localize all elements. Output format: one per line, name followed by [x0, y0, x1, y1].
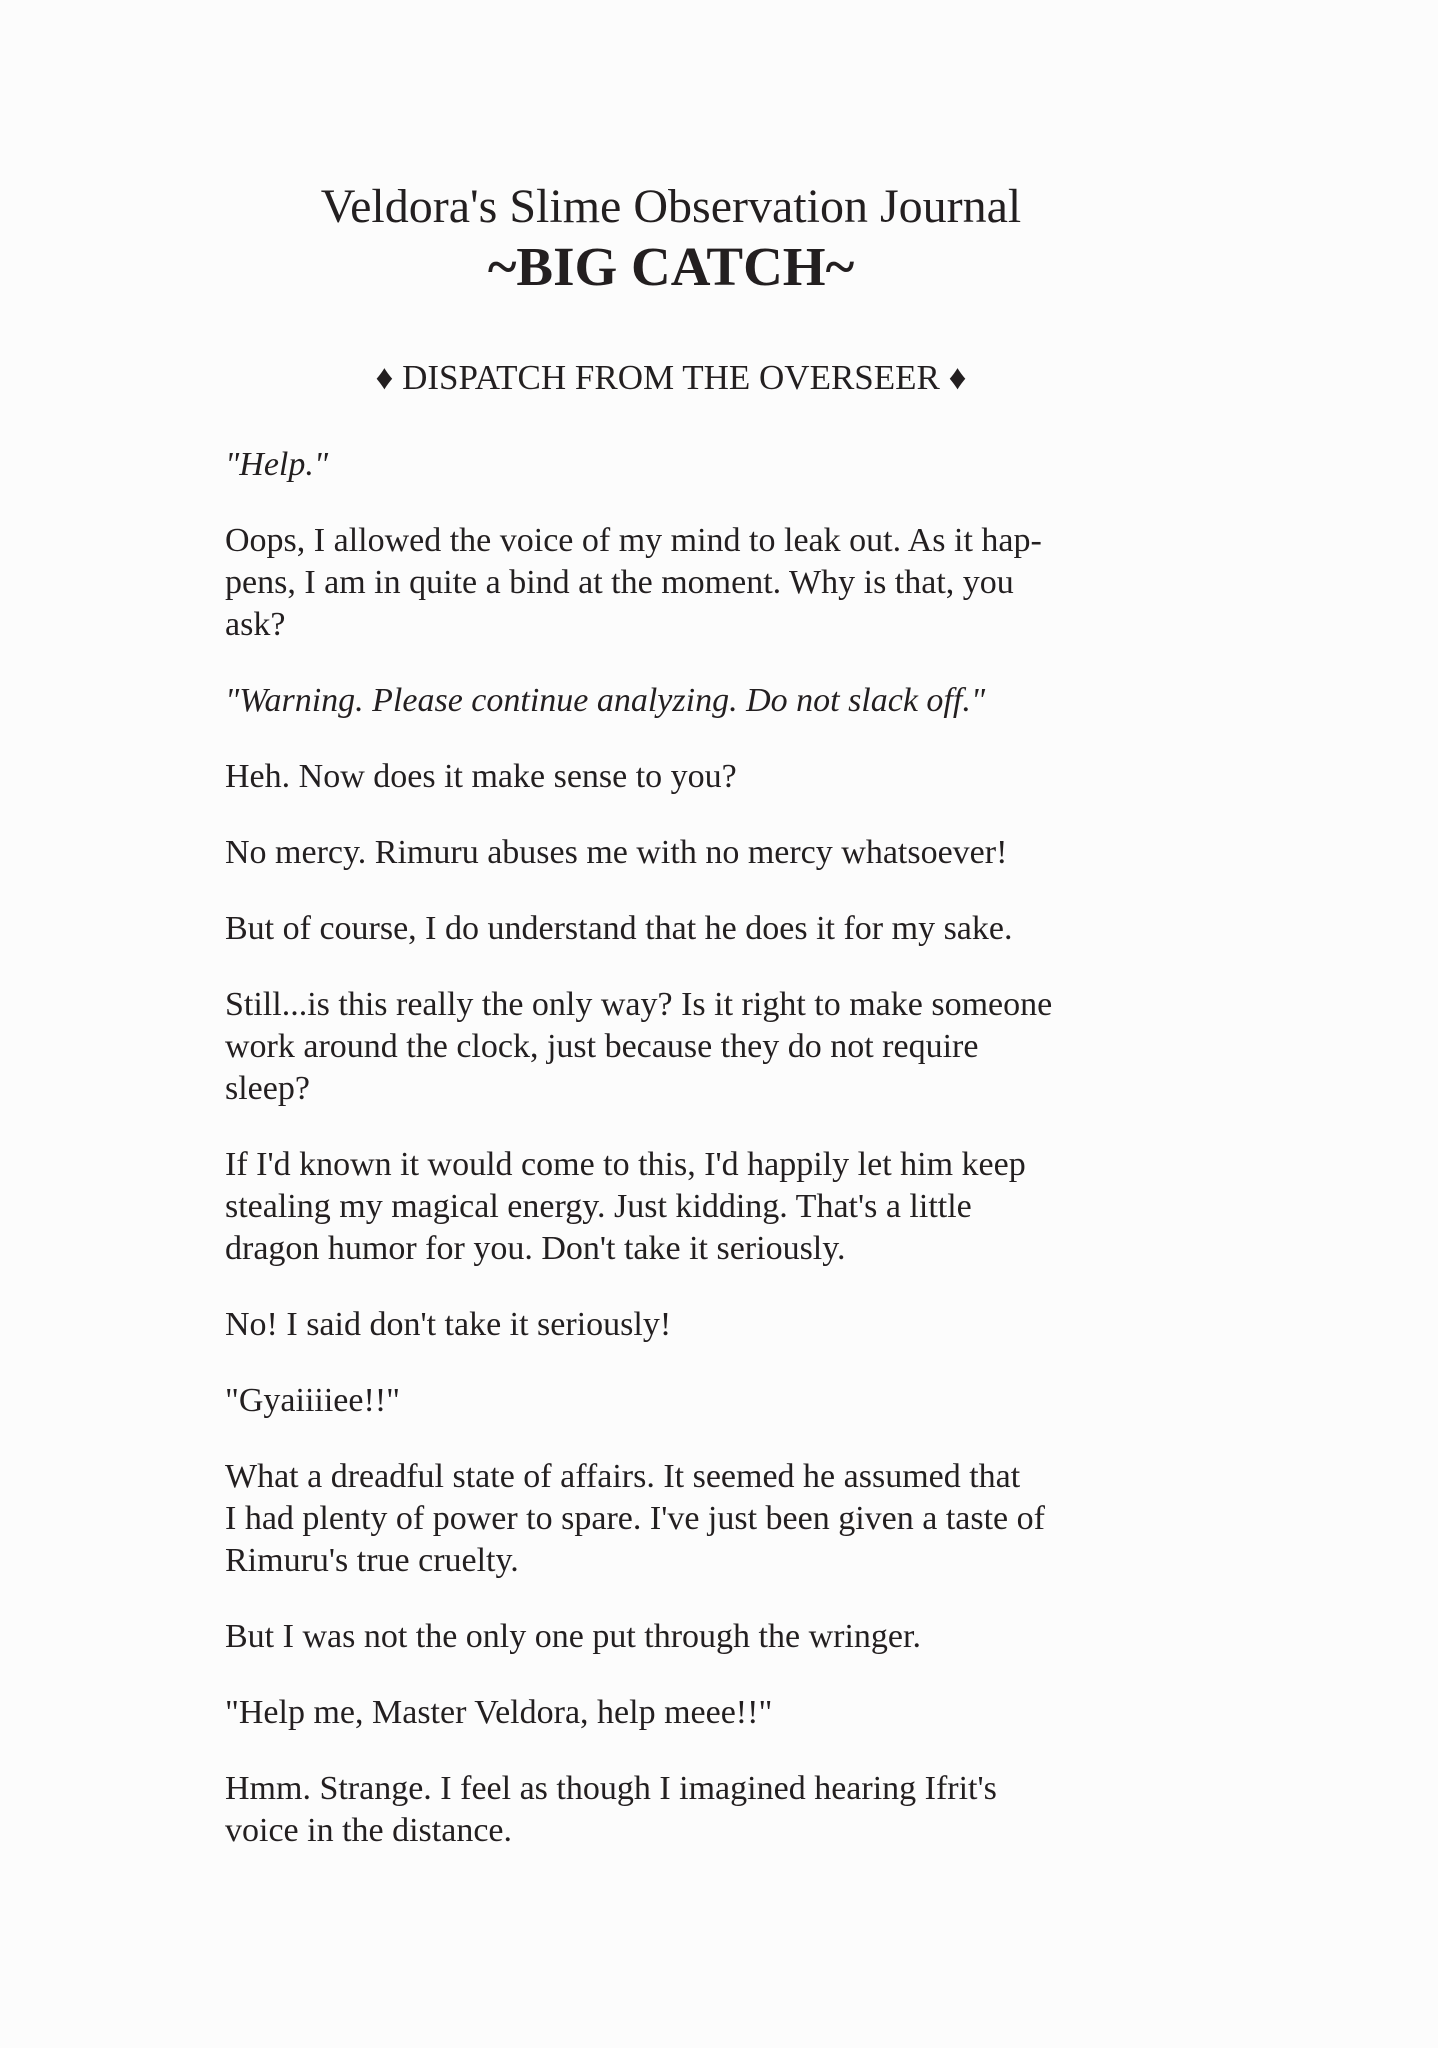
paragraph [225, 1692, 1117, 1734]
paragraph-line: sleep? [225, 1070, 310, 1107]
journal-body [225, 444, 1117, 1852]
paragraph [225, 1456, 1117, 1582]
paragraph-line: "Help me, Master Veldora, help meee!!" [225, 1694, 773, 1731]
paragraph [225, 908, 1117, 950]
paragraph [225, 680, 1117, 722]
paragraph [225, 1616, 1117, 1658]
paragraph-line: dragon humor for you. Don't take it seriously. [225, 1230, 846, 1267]
paragraph-line: Hmm. Strange. I feel as though I imagined hearing Ifrit's [225, 1770, 997, 1807]
paragraph [225, 1144, 1117, 1270]
journal-subtitle: ~BIG CATCH~ [487, 236, 855, 297]
paragraph-line: What a dreadful state of affairs. It seemed he assumed that [225, 1458, 1021, 1495]
paragraph-line: pens, I am in quite a bind at the moment. Why is that, you [225, 564, 1014, 601]
paragraph-line: "Help." [225, 446, 329, 483]
section-heading: ♦ DISPATCH FROM THE OVERSEER ♦ [375, 358, 967, 397]
paragraph-line: But of course, I do understand that he does it for my sake. [225, 910, 1013, 947]
paragraph-line: Still...is this really the only way? Is it right to make someone [225, 986, 1053, 1023]
paragraph [225, 756, 1117, 798]
paragraph [225, 984, 1117, 1110]
paragraph-line: work around the clock, just because they do not require [225, 1028, 979, 1065]
paragraph-line: I had plenty of power to spare. I've just been given a taste of [225, 1500, 1045, 1537]
paragraph-line: "Warning. Please continue analyzing. Do not slack off." [225, 682, 986, 719]
paragraph-line: No! I said don't take it seriously! [225, 1306, 672, 1343]
paragraph-line: If I'd known it would come to this, I'd happily let him keep [225, 1146, 1026, 1183]
paragraph-line: Heh. Now does it make sense to you? [225, 758, 737, 795]
paragraph-line: "Gyaiiiiee!!" [225, 1382, 401, 1419]
paragraph-line: No mercy. Rimuru abuses me with no mercy whatsoever! [225, 834, 1008, 871]
paragraph [225, 1768, 1117, 1852]
paragraph [225, 520, 1117, 646]
paragraph [225, 832, 1117, 874]
paragraph [225, 1380, 1117, 1422]
paragraph-line: Oops, I allowed the voice of my mind to leak out. As it hap- [225, 522, 1042, 559]
paragraph [225, 444, 1117, 486]
paragraph-line: ask? [225, 606, 286, 643]
paragraph [225, 1304, 1117, 1346]
paragraph-line: Rimuru's true cruelty. [225, 1542, 519, 1579]
paragraph-line: But I was not the only one put through the wringer. [225, 1618, 921, 1655]
paragraph-line: stealing my magical energy. Just kidding. That's a little [225, 1188, 972, 1225]
paragraph-line: voice in the distance. [225, 1812, 513, 1849]
journal-title: Veldora's Slime Observation Journal [320, 180, 1022, 233]
